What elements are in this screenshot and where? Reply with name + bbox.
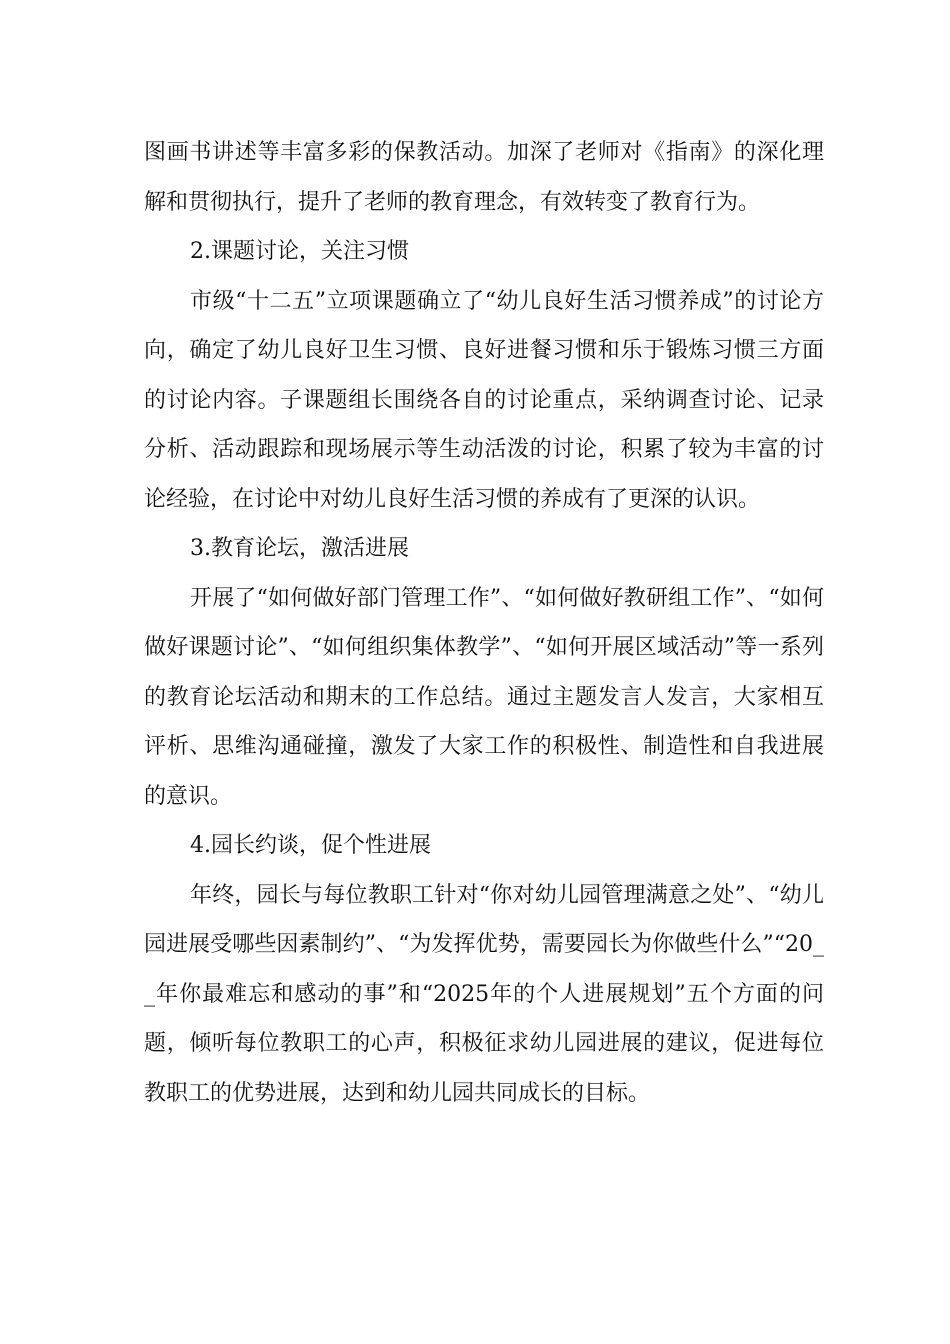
paragraph-education-forum: 开展了“如何做好部门管理工作”、“如何做好教研组工作”、“如何做好课题讨论”、“如何组织集体教学”、“如何开展区域活动”等一系列的教育论坛活动和期末的工作总结。通过主题发言人发言，大家相互评析、思维沟通碰撞，激发了大家工作的积极性、制造性和自我进展的意识。 (144, 585, 824, 809)
paragraph-topic-research: 市级“十二五”立项课题确立了“幼儿良好生活习惯养成”的讨论方向，确定了幼儿良好卫生习惯、良好进餐习惯和乐于锻炼习惯三方面的讨论内容。子课题组长围绕各自的讨论重点，采纳调查讨论、记录分析、活动跟踪和现场展示等生动活泼的讨论，积累了较为丰富的讨论经验，在讨论中对幼儿良好生活习惯的养成有了更深的认识。 (144, 288, 824, 512)
document-body (144, 128, 824, 1118)
section-heading-3: 3.教育论坛，激活进展 (190, 536, 409, 561)
section-heading-2: 2.课题讨论，关注习惯 (190, 239, 409, 264)
paragraph-principal-talks: 年终，园长与每位教职工针对“你对幼儿园管理满意之处”、“幼儿园进展受哪些因素制约”、“为发挥优势，需要园长为你做些什么”“20__年你最难忘和感动的事”和“2025年的个人进展规划”五个方面的问题，倾听每位教职工的心声，积极征求幼儿园进展的建议，促进每位教职工的优势进展，达到和幼儿园共同成长的目标。 (144, 882, 824, 1106)
paragraph-continuation: 图画书讲述等丰富多彩的保教活动。加深了老师对《指南》的深化理解和贯彻执行，提升了老师的教育理念，有效转变了教育行为。 (144, 140, 824, 215)
section-heading-4: 4.园长约谈，促个性进展 (190, 833, 431, 858)
